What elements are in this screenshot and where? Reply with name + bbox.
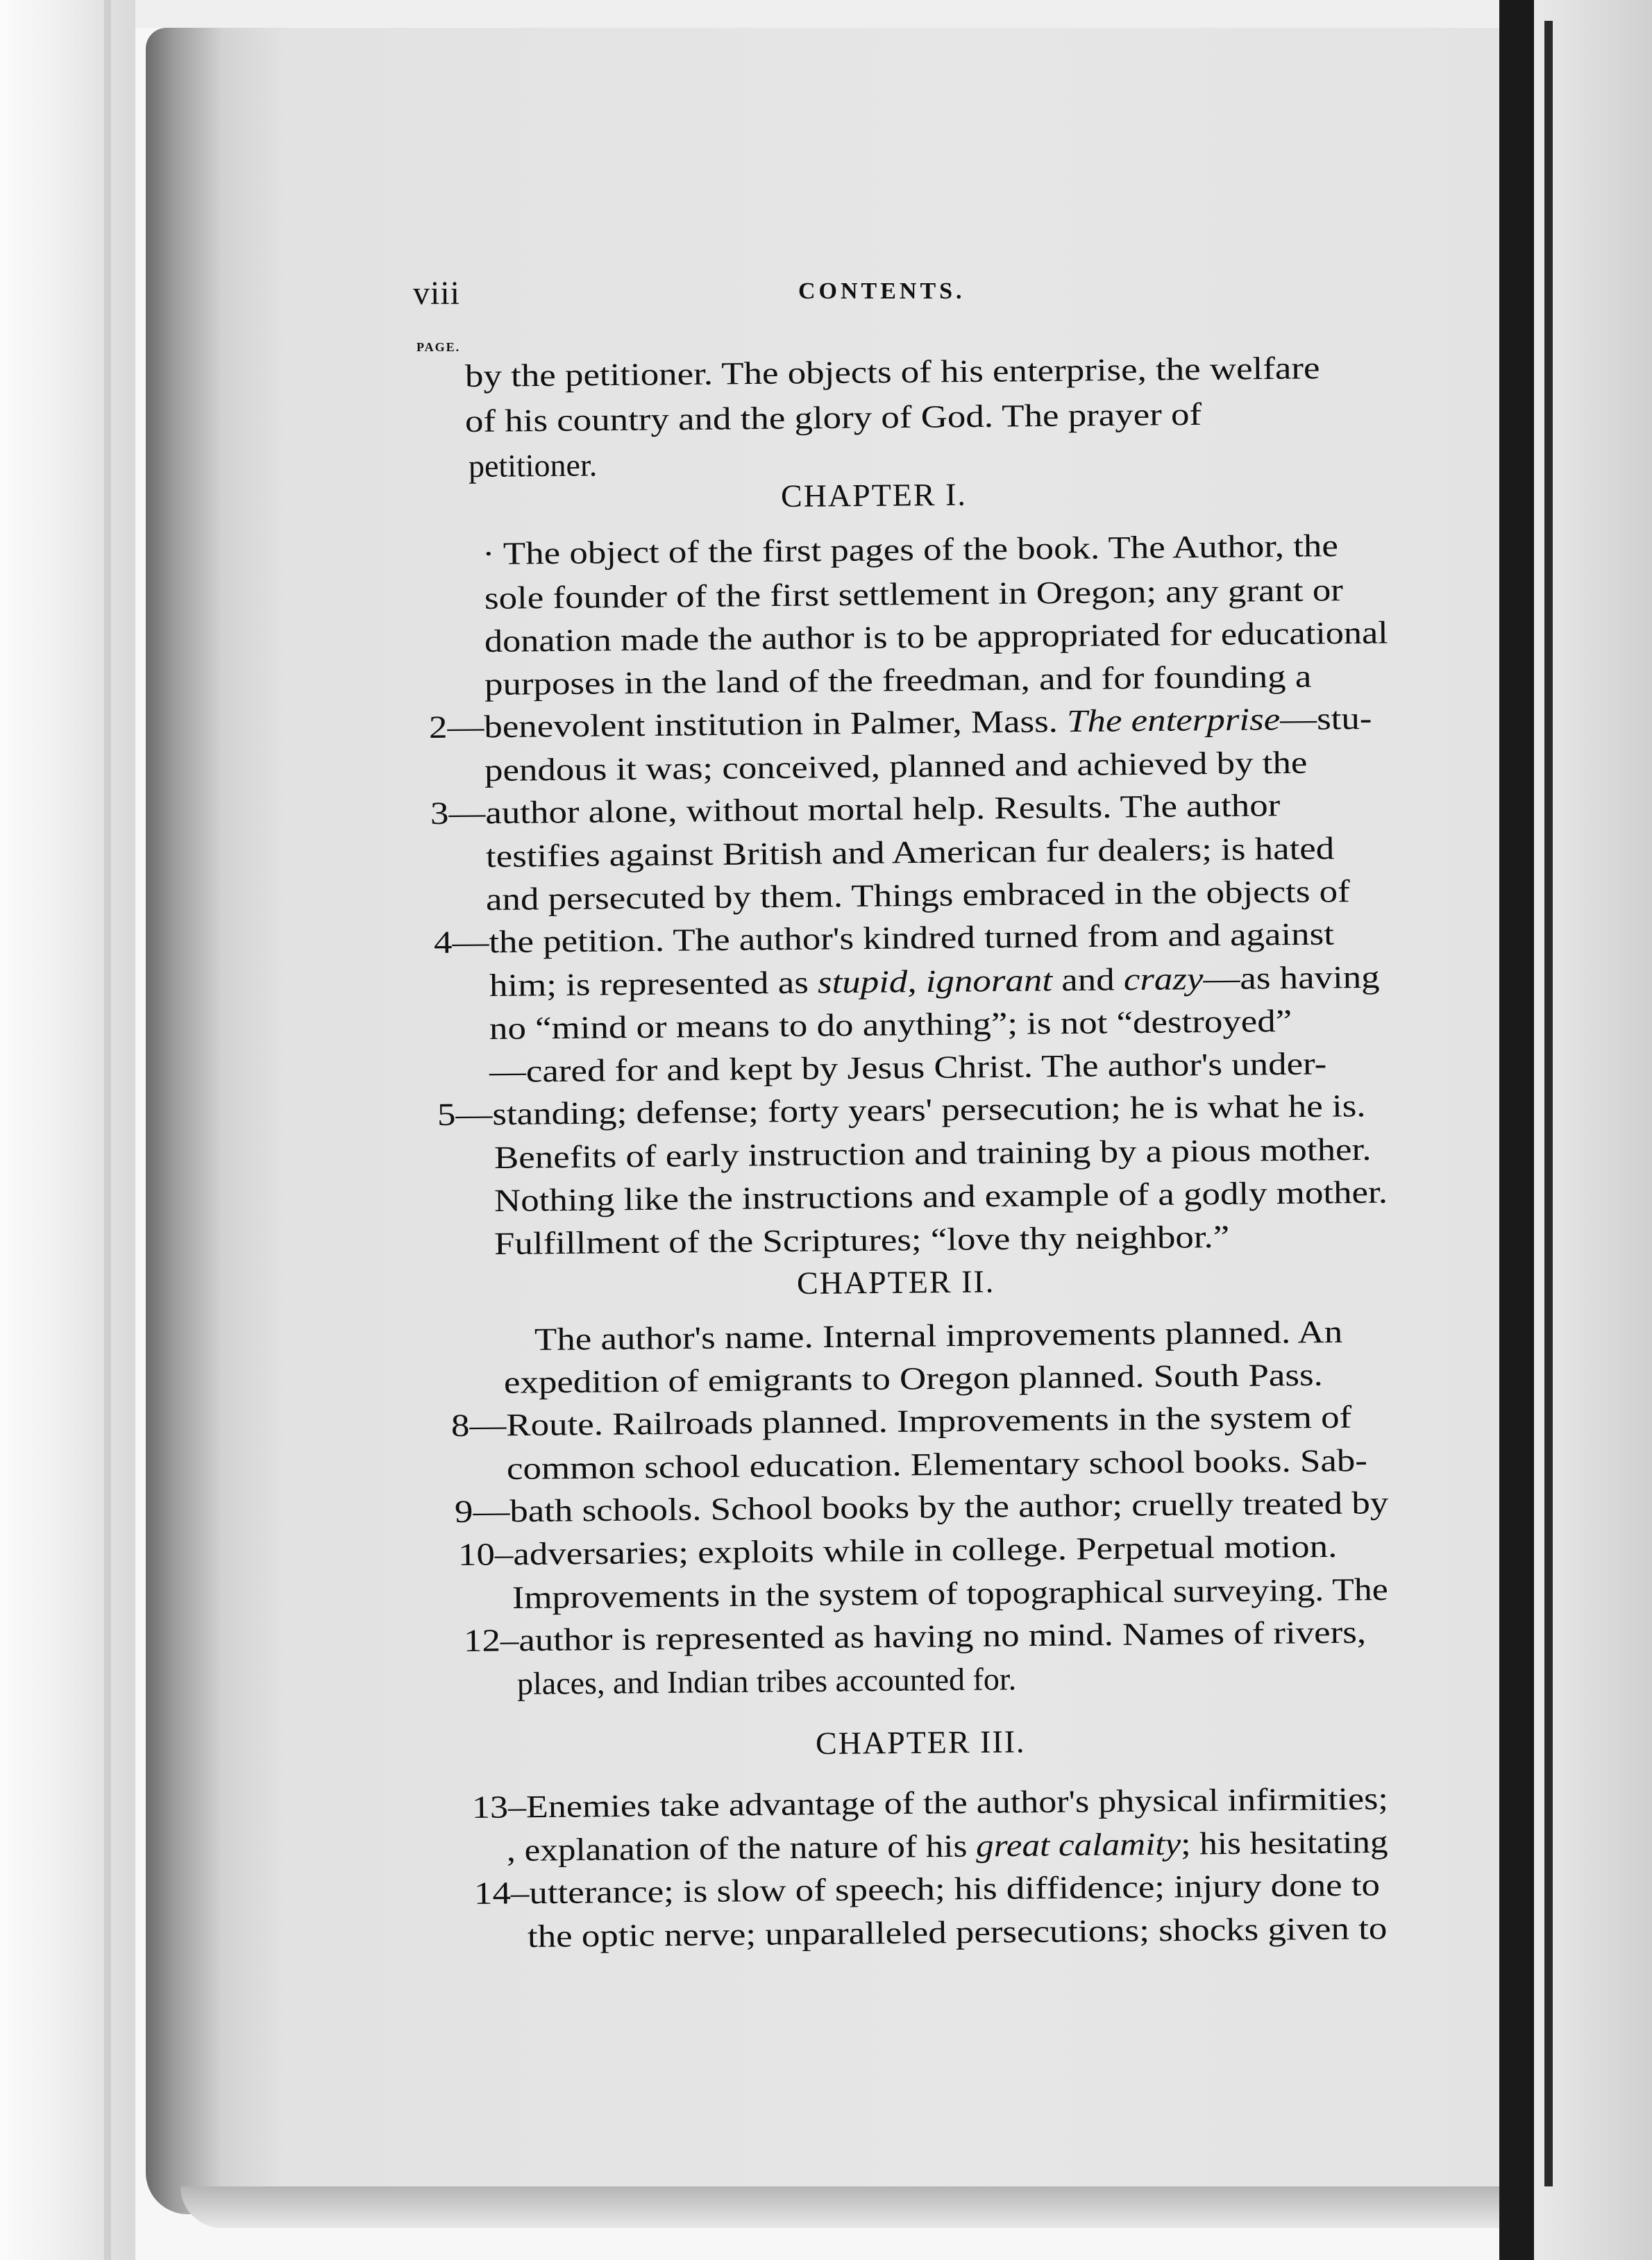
page-column-label: PAGE. bbox=[416, 340, 461, 354]
page-reference: 12– bbox=[463, 1622, 519, 1658]
page-reference: 4— bbox=[433, 924, 489, 960]
contents-line: sole founder of the first settlement in Oregon; any grant or bbox=[484, 572, 1344, 616]
page-reference: 8— bbox=[450, 1407, 507, 1443]
contents-line: Improvements in the system of topographical surveying. The bbox=[512, 1571, 1388, 1615]
contents-line: 8—Route. Railroads planned. Improvements in the system of bbox=[450, 1399, 1352, 1443]
scan-top-margin bbox=[111, 0, 1652, 28]
facing-page-shadow bbox=[1544, 21, 1553, 2186]
chapter-heading: CHAPTER II. bbox=[796, 1263, 995, 1301]
running-head bbox=[413, 274, 1399, 323]
page-reference: 5— bbox=[437, 1096, 493, 1132]
contents-line: 12–author is represented as having no mind. Names of rivers, bbox=[463, 1614, 1367, 1658]
contents-line: · The object of the first pages of the book. The Author, the bbox=[482, 528, 1339, 571]
contents-line: 14–utterance; is slow of speech; his diffidence; injury done to bbox=[473, 1866, 1381, 1911]
contents-line: him; is represented as stupid, ignorant and crazy—as having bbox=[489, 959, 1380, 1003]
contents-line: by the petitioner. The objects of his enterprise, the welfare bbox=[464, 350, 1320, 394]
page-reference: 10– bbox=[457, 1536, 514, 1572]
contents-line: 13–Enemies take advantage of the author's physical infirmities; bbox=[471, 1780, 1389, 1825]
running-title: CONTENTS. bbox=[798, 278, 966, 304]
page-reference: 14– bbox=[473, 1875, 530, 1911]
scan-edge-line bbox=[104, 0, 111, 2260]
contents-line: petitioner. bbox=[468, 447, 598, 484]
page-reference: 3— bbox=[430, 795, 486, 831]
contents-line: 3—author alone, without mortal help. Results. The author bbox=[430, 787, 1281, 831]
contents-line: no “mind or means to do anything”; is not “destroyed” bbox=[489, 1002, 1292, 1046]
contents-line: the optic nerve; unparalleled persecutions; shocks given to bbox=[527, 1910, 1388, 1954]
contents-line: and persecuted by them. Things embraced in the objects of bbox=[485, 873, 1350, 917]
scan-left-margin bbox=[0, 0, 135, 2260]
contents-line: 2—benevolent institution in Palmer, Mass. The enterprise—stu- bbox=[428, 700, 1372, 745]
contents-line: Fulfillment of the Scriptures; “love thy neighbor.” bbox=[494, 1218, 1230, 1261]
contents-line: 5—standing; defense; forty years' persecution; he is what he is. bbox=[437, 1088, 1366, 1132]
contents-line: Nothing like the instructions and example of a godly mother. bbox=[494, 1174, 1388, 1218]
contents-line: common school education. Elementary school books. Sab- bbox=[506, 1442, 1368, 1486]
contents-line: pendous it was; conceived, planned and achieved by the bbox=[484, 744, 1308, 788]
contents-line: expedition of emigrants to Oregon planned. South Pass. bbox=[503, 1356, 1323, 1400]
page-bottom-shadow bbox=[180, 2186, 1513, 2228]
page-reference: 2— bbox=[428, 709, 484, 745]
contents-line: testifies against British and American fur dealers; is hated bbox=[485, 830, 1335, 874]
contents-line: The author's name. Internal improvements planned. An bbox=[534, 1313, 1343, 1357]
page-reference: 9— bbox=[454, 1493, 510, 1529]
contents-line: 10–adversaries; exploits while in college. Perpetual motion. bbox=[457, 1528, 1338, 1572]
contents-line: places, and Indian tribes accounted for. bbox=[516, 1661, 1017, 1701]
contents-line: of his country and the glory of God. The prayer of bbox=[464, 396, 1202, 439]
contents-line: donation made the author is to be appropriated for educational bbox=[484, 614, 1388, 659]
contents-line: 9—bath schools. School books by the author; cruelly treated by bbox=[454, 1485, 1389, 1529]
page-reference: 13– bbox=[471, 1789, 527, 1825]
contents-line: , explanation of the nature of his great calamity; his hesitating bbox=[506, 1823, 1388, 1868]
page-number: viii bbox=[413, 275, 461, 312]
contents-line: Benefits of early instruction and training by a pious mother. bbox=[494, 1131, 1372, 1175]
book-gutter bbox=[1499, 0, 1534, 2260]
contents-line: —cared for and kept by Jesus Christ. The author's under- bbox=[489, 1045, 1327, 1089]
chapter-heading: CHAPTER I. bbox=[780, 476, 968, 514]
contents-line: 4—the petition. The author's kindred turned from and against bbox=[433, 916, 1335, 960]
chapter-heading: CHAPTER III. bbox=[815, 1723, 1026, 1761]
contents-line: purposes in the land of the freedman, and for founding a bbox=[484, 658, 1312, 702]
